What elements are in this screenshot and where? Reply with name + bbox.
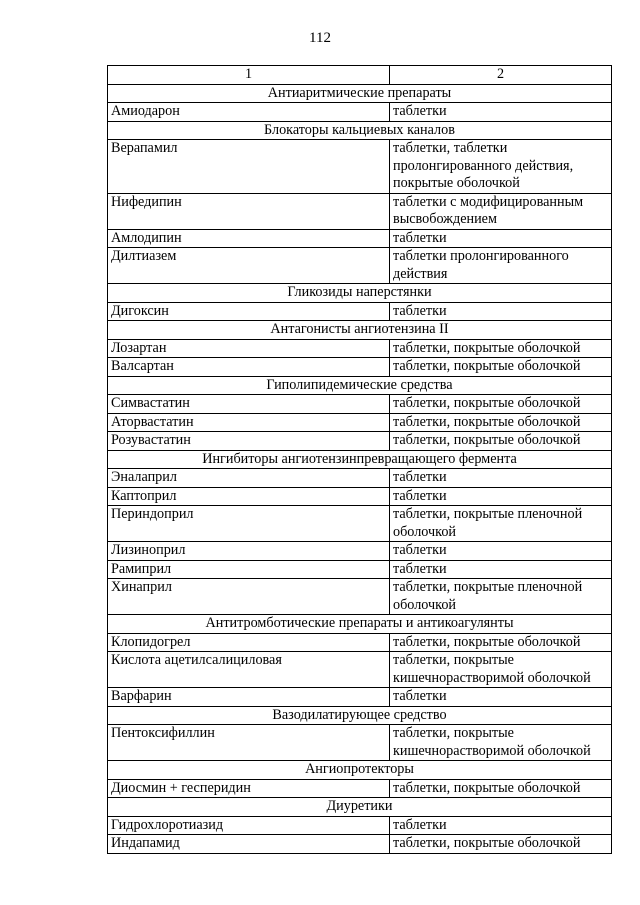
dosage-form: таблетки, покрытые оболочкой — [390, 835, 612, 854]
group-row — [108, 615, 612, 634]
dosage-form: таблетки — [390, 542, 612, 561]
group-row — [108, 450, 612, 469]
drug-name: Симвастатин — [108, 395, 390, 414]
group-title: Антагонисты ангиотензина II — [108, 321, 612, 340]
dosage-form: таблетки, таблетки пролонгированного действия, покрытые оболочкой — [390, 140, 612, 194]
dosage-form: таблетки — [390, 229, 612, 248]
group-title: Диуретики — [108, 798, 612, 817]
drug-name: Хинаприл — [108, 579, 390, 615]
dosage-form: таблетки пролонгированного действия — [390, 248, 612, 284]
table-row — [108, 193, 612, 229]
table-row — [108, 358, 612, 377]
table-row — [108, 395, 612, 414]
group-row — [108, 84, 612, 103]
dosage-form: таблетки — [390, 103, 612, 122]
table-row — [108, 816, 612, 835]
dosage-form: таблетки, покрытые кишечнорастворимой оболочкой — [390, 725, 612, 761]
group-title: Вазодилатирующее средство — [108, 706, 612, 725]
table-body — [108, 66, 612, 854]
header-col-2: 2 — [390, 66, 612, 85]
table-row — [108, 103, 612, 122]
group-row — [108, 761, 612, 780]
table-row — [108, 506, 612, 542]
drug-name: Рамиприл — [108, 560, 390, 579]
table-row — [108, 835, 612, 854]
drug-name: Пентоксифиллин — [108, 725, 390, 761]
table-row — [108, 302, 612, 321]
table-row — [108, 542, 612, 561]
table-row — [108, 229, 612, 248]
drug-name: Варфарин — [108, 688, 390, 707]
table-row — [108, 248, 612, 284]
group-title: Ингибиторы ангиотензинпревращающего фермента — [108, 450, 612, 469]
drug-name: Периндоприл — [108, 506, 390, 542]
drug-name: Эналаприл — [108, 469, 390, 488]
dosage-form: таблетки — [390, 688, 612, 707]
dosage-form: таблетки — [390, 487, 612, 506]
dosage-form: таблетки, покрытые оболочкой — [390, 413, 612, 432]
table-row — [108, 688, 612, 707]
group-title: Блокаторы кальциевых каналов — [108, 121, 612, 140]
dosage-form: таблетки, покрытые кишечнорастворимой оболочкой — [390, 652, 612, 688]
group-row — [108, 706, 612, 725]
table-row — [108, 339, 612, 358]
table-row — [108, 779, 612, 798]
group-row — [108, 798, 612, 817]
dosage-form: таблетки, покрытые оболочкой — [390, 432, 612, 451]
dosage-form: таблетки с модифицированным высвобождением — [390, 193, 612, 229]
dosage-form: таблетки, покрытые пленочной оболочкой — [390, 506, 612, 542]
dosage-form: таблетки, покрытые оболочкой — [390, 779, 612, 798]
drug-table — [107, 65, 612, 854]
drug-name: Амлодипин — [108, 229, 390, 248]
group-title: Гиполипидемические средства — [108, 376, 612, 395]
table-row — [108, 652, 612, 688]
table-row — [108, 579, 612, 615]
drug-name: Каптоприл — [108, 487, 390, 506]
table-row — [108, 487, 612, 506]
drug-name: Верапамил — [108, 140, 390, 194]
page-number: 112 — [309, 30, 331, 46]
drug-name: Клопидогрел — [108, 633, 390, 652]
drug-name: Индапамид — [108, 835, 390, 854]
drug-name: Кислота ацетилсалициловая — [108, 652, 390, 688]
drug-name: Дилтиазем — [108, 248, 390, 284]
table-row — [108, 469, 612, 488]
drug-name: Дигоксин — [108, 302, 390, 321]
table-row — [108, 413, 612, 432]
table-row — [108, 432, 612, 451]
drug-name: Валсартан — [108, 358, 390, 377]
group-row — [108, 321, 612, 340]
group-title: Ангиопротекторы — [108, 761, 612, 780]
drug-name: Розувастатин — [108, 432, 390, 451]
group-title: Антиаритмические препараты — [108, 84, 612, 103]
group-row — [108, 284, 612, 303]
group-row — [108, 121, 612, 140]
dosage-form: таблетки, покрытые оболочкой — [390, 358, 612, 377]
dosage-form: таблетки, покрытые оболочкой — [390, 633, 612, 652]
header-row — [108, 66, 612, 85]
drug-name: Лозартан — [108, 339, 390, 358]
header-col-1: 1 — [108, 66, 390, 85]
table-row — [108, 633, 612, 652]
table-row — [108, 560, 612, 579]
dosage-form: таблетки, покрытые оболочкой — [390, 395, 612, 414]
drug-name: Гидрохлоротиазид — [108, 816, 390, 835]
table-row — [108, 725, 612, 761]
group-title: Антитромботические препараты и антикоагулянты — [108, 615, 612, 634]
drug-name: Нифедипин — [108, 193, 390, 229]
dosage-form: таблетки — [390, 302, 612, 321]
drug-name: Диосмин + гесперидин — [108, 779, 390, 798]
table-row — [108, 140, 612, 194]
group-title: Гликозиды наперстянки — [108, 284, 612, 303]
drug-name: Лизиноприл — [108, 542, 390, 561]
dosage-form: таблетки, покрытые оболочкой — [390, 339, 612, 358]
group-row — [108, 376, 612, 395]
dosage-form: таблетки — [390, 469, 612, 488]
dosage-form: таблетки — [390, 560, 612, 579]
dosage-form: таблетки, покрытые пленочной оболочкой — [390, 579, 612, 615]
drug-name: Аторвастатин — [108, 413, 390, 432]
drug-name: Амиодарон — [108, 103, 390, 122]
dosage-form: таблетки — [390, 816, 612, 835]
